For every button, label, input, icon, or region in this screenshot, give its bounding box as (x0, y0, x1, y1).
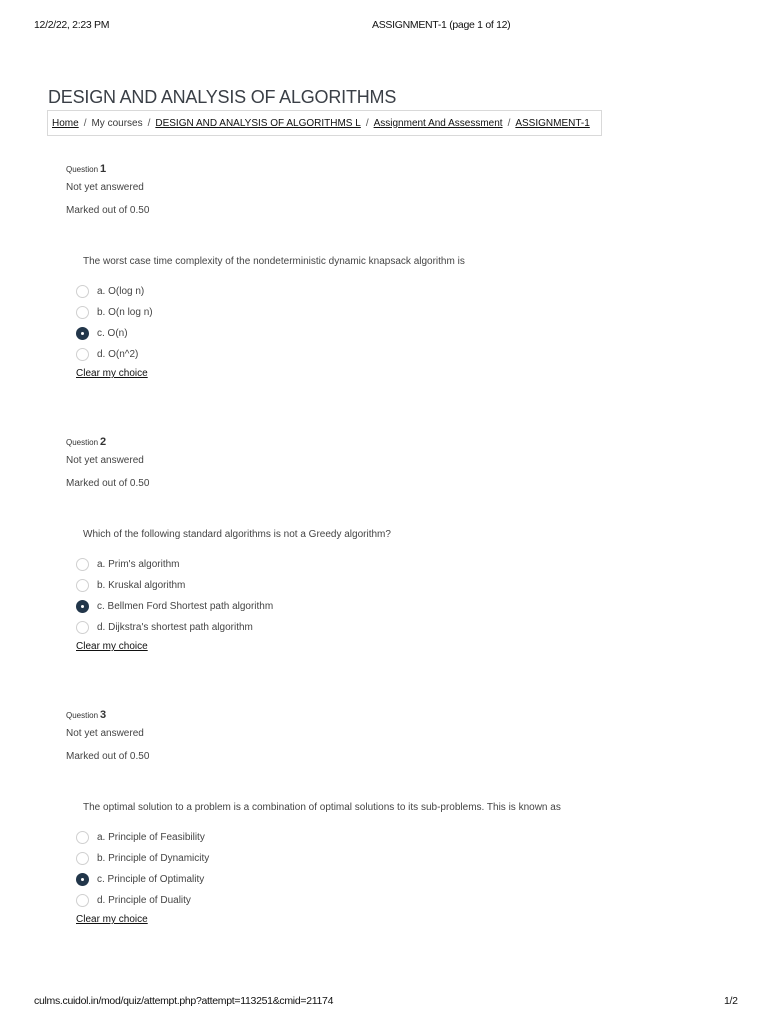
radio-button[interactable] (76, 558, 89, 571)
question-text: The worst case time complexity of the nondeterministic dynamic knapsack algorithm is (83, 256, 465, 267)
radio-button[interactable] (76, 348, 89, 361)
radio-button[interactable] (76, 894, 89, 907)
breadcrumb-separator: / (147, 117, 151, 129)
question-state: Not yet answered (66, 455, 144, 466)
answer-option-label: d. Principle of Duality (97, 894, 191, 906)
answer-option[interactable] (76, 283, 144, 299)
answer-option-label: b. Principle of Dynamicity (97, 852, 210, 864)
breadcrumb-item[interactable]: Assignment And Assessment (373, 117, 503, 129)
radio-button[interactable] (76, 579, 89, 592)
answer-option[interactable] (76, 850, 209, 866)
course-title: DESIGN AND ANALYSIS OF ALGORITHMS (48, 87, 397, 107)
answer-option[interactable] (76, 556, 180, 572)
breadcrumb-item: My courses (91, 117, 143, 129)
answer-option-label: d. O(n^2) (97, 348, 139, 360)
radio-button[interactable] (76, 285, 89, 298)
question-heading (66, 709, 106, 721)
radio-button[interactable] (76, 306, 89, 319)
answer-option[interactable] (76, 871, 204, 887)
question-label: Question (66, 711, 99, 720)
answer-option-label: d. Dijkstra's shortest path algorithm (97, 621, 253, 633)
answer-option-label: c. Principle of Optimality (97, 873, 205, 885)
question-state: Not yet answered (66, 182, 144, 193)
answer-option[interactable] (76, 325, 128, 341)
question-state: Not yet answered (66, 728, 144, 739)
breadcrumb-separator: / (83, 117, 87, 129)
radio-button[interactable] (76, 831, 89, 844)
question-number: 3 (100, 709, 107, 721)
breadcrumb-item[interactable]: Home (52, 117, 79, 129)
answer-option[interactable] (76, 304, 153, 320)
answer-option-label: a. O(log n) (97, 285, 145, 297)
radio-button[interactable] (76, 621, 89, 634)
print-url: culms.cuidol.in/mod/quiz/attempt.php?attempt=113251&cmid=21174 (34, 995, 334, 1007)
question-marks: Marked out of 0.50 (66, 478, 150, 489)
answer-option[interactable] (76, 577, 185, 593)
radio-selected[interactable] (76, 327, 89, 340)
breadcrumb-separator: / (507, 117, 511, 129)
answer-option[interactable] (76, 598, 273, 614)
question-label: Question (66, 165, 99, 174)
clear-choice-link[interactable]: Clear my choice (76, 914, 148, 925)
question-heading (66, 163, 106, 175)
answer-option[interactable] (76, 619, 253, 635)
radio-selected[interactable] (76, 600, 89, 613)
print-page-number: 1/2 (724, 995, 738, 1007)
answer-option[interactable] (76, 346, 138, 362)
answer-option-label: b. O(n log n) (97, 306, 153, 318)
answer-option[interactable] (76, 829, 205, 845)
answer-option-label: c. O(n) (97, 327, 128, 339)
breadcrumb (47, 110, 602, 136)
question-number: 2 (100, 436, 107, 448)
answer-option-label: a. Prim's algorithm (97, 558, 180, 570)
answer-option-label: b. Kruskal algorithm (97, 579, 186, 591)
print-date: 12/2/22, 2:23 PM (34, 19, 110, 31)
question-text: The optimal solution to a problem is a combination of optimal solutions to its sub-problems. This is known as (83, 802, 561, 813)
breadcrumb-separator: / (365, 117, 369, 129)
answer-option-label: a. Principle of Feasibility (97, 831, 205, 843)
breadcrumb-item[interactable]: DESIGN AND ANALYSIS OF ALGORITHMS L (155, 117, 361, 129)
radio-button[interactable] (76, 852, 89, 865)
clear-choice-link[interactable]: Clear my choice (76, 641, 148, 652)
radio-selected[interactable] (76, 873, 89, 886)
question-text: Which of the following standard algorithms is not a Greedy algorithm? (83, 529, 391, 540)
question-heading (66, 436, 106, 448)
answer-option-label: c. Bellmen Ford Shortest path algorithm (97, 600, 274, 612)
question-marks: Marked out of 0.50 (66, 751, 150, 762)
print-page-title: ASSIGNMENT-1 (page 1 of 12) (372, 19, 511, 31)
answer-option[interactable] (76, 892, 191, 908)
clear-choice-link[interactable]: Clear my choice (76, 368, 148, 379)
breadcrumb-item[interactable]: ASSIGNMENT-1 (515, 117, 590, 129)
question-marks: Marked out of 0.50 (66, 205, 150, 216)
question-label: Question (66, 438, 99, 447)
question-number: 1 (100, 163, 107, 175)
